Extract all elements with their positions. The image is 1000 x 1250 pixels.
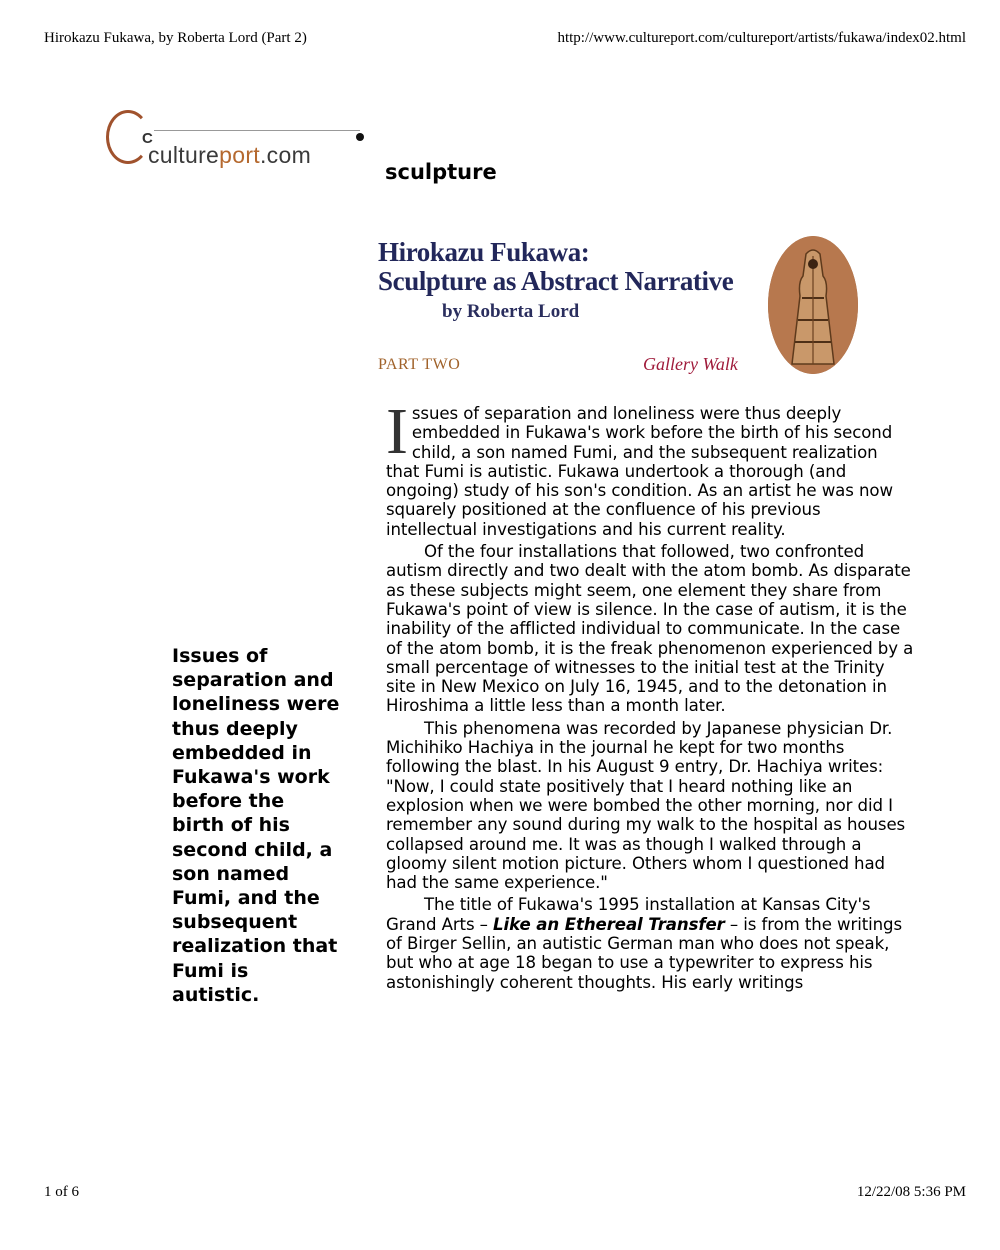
pull-quote: Issues of separation and loneliness were thus deeply embedded in Fukawa's work before the birth of his second child, a son named Fumi, and the subsequent realization that Fumi is autistic. bbox=[172, 645, 340, 1006]
logo-text-com: .com bbox=[259, 142, 312, 168]
article-title-line1: Hirokazu Fukawa: bbox=[378, 237, 590, 267]
body-paragraph-text: – is from the writings of Birger Sellin, an autistic German man who does not speak, but who at age 18 began to use a typewriter to express his astonishingly coherent thoughts. His early writings bbox=[386, 914, 903, 992]
body-paragraph-text: The title of Fukawa's 1995 installation at Kansas City's Grand Arts – bbox=[386, 895, 871, 934]
print-header-url: http://www.cultureport.com/cultureport/artists/fukawa/index02.html bbox=[557, 30, 966, 46]
part-label: PART TWO bbox=[378, 356, 461, 373]
logo-text-port: port bbox=[219, 142, 260, 168]
section-label: sculpture bbox=[385, 160, 497, 184]
body-paragraph bbox=[386, 895, 914, 991]
article-title-block bbox=[378, 238, 733, 324]
article-body bbox=[386, 395, 914, 992]
logo-rule bbox=[154, 130, 360, 131]
logo-letter: C bbox=[142, 130, 153, 147]
body-paragraph-text: ssues of separation and loneliness were thus deeply embedded in Fukawa's work before the birth of his second child, a son named Fumi, and the subsequent realization that Fumi is autistic. Fukawa undertook a thorough (and ongoing) study of his son's condition. As an artist he was now squarely positioned at the confluence of his previous intellectual investigations and his current reality. bbox=[386, 404, 893, 539]
logo-wordmark bbox=[148, 142, 311, 169]
logo-text-culture: culture bbox=[148, 142, 220, 168]
cultureport-logo[interactable] bbox=[104, 106, 368, 168]
article-byline: by Roberta Lord bbox=[442, 301, 580, 322]
page-count: 1 of 6 bbox=[44, 1184, 79, 1200]
gallery-walk-link[interactable]: Gallery Walk bbox=[643, 354, 738, 374]
logo-dot-icon bbox=[356, 133, 364, 141]
article-title-line2: Sculpture as Abstract Narrative bbox=[378, 266, 734, 296]
sculpture-photo bbox=[768, 236, 858, 374]
body-paragraph: Of the four installations that followed, two confronted autism directly and two dealt with the atom bomb. As disparate as these subjects might seem, one element they share from Fukawa's point of view is silence. In the case of autism, it is the inability of the afflicted individual to communicate. In the case of the atom bomb, it is the freak phenomenon experienced by a small percentage of witnesses to the initial test at the Trinity site in New Mexico on July 16, 1945, and to the detonation in Hiroshima a little less than a month later. bbox=[386, 542, 914, 716]
sculpture-photo-graphic bbox=[768, 236, 858, 374]
print-header-title: Hirokazu Fukawa, by Roberta Lord (Part 2) bbox=[44, 30, 307, 46]
body-paragraph: This phenomena was recorded by Japanese physician Dr. Michihiko Hachiya in the journal he kept for two months following the blast. In his August 9 entry, Dr. Hachiya writes: "Now, I could state positively that I heard nothing like an explosion when we were bombed the other morning, nor did I remember any sound during my walk to the hospital as houses collapsed around me. It was as though I walked through a gloomy silent motion picture. Others whom I questioned had had the same experience." bbox=[386, 718, 906, 893]
body-paragraph bbox=[386, 395, 914, 539]
print-timestamp: 12/22/08 5:36 PM bbox=[856, 1184, 966, 1200]
installation-title: Like an Ethereal Transfer bbox=[493, 914, 725, 934]
drop-cap: I bbox=[386, 395, 408, 468]
